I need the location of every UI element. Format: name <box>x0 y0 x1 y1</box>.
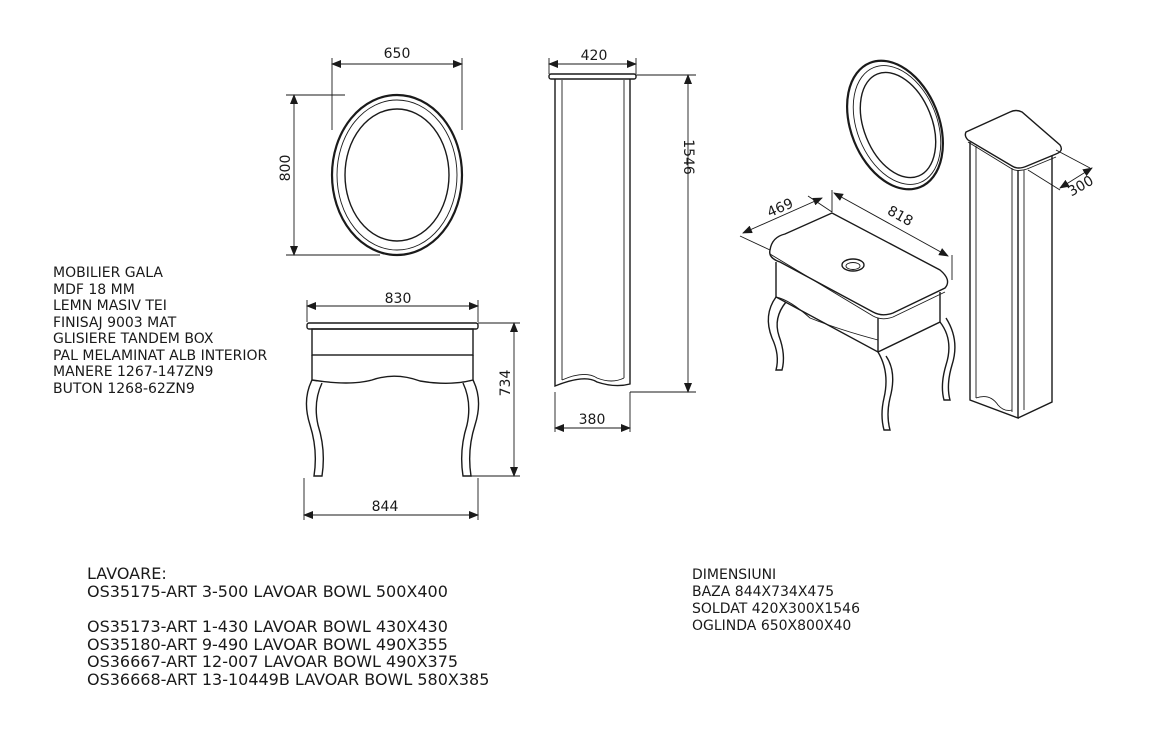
lavoare-list <box>87 565 489 688</box>
base-width-label: 844 <box>371 499 399 515</box>
base-height-label: 734 <box>498 369 514 397</box>
iso-depth-label: 469 <box>764 195 796 222</box>
mirror-isometric <box>829 46 961 203</box>
spec-line: MANERE 1267-147ZN9 <box>53 364 214 380</box>
specs-list <box>53 265 267 397</box>
iso-column-depth-label: 300 <box>1065 172 1097 201</box>
dimensiuni-item: SOLDAT 420X300X1546 <box>692 601 860 617</box>
mirror-front-view <box>278 46 462 255</box>
mirror-width-label: 650 <box>383 46 411 62</box>
lavoare-item: OS36668-ART 13-10449B LAVOAR BOWL 580X385 <box>87 669 490 689</box>
spec-line: LEMN MASIV TEI <box>53 298 167 314</box>
column-width-label: 420 <box>580 48 608 64</box>
mirror-height-label: 800 <box>278 154 294 182</box>
dimensiuni-list <box>692 567 860 635</box>
spec-line: MOBILIER GALA <box>53 265 163 281</box>
base-front-view <box>304 291 520 520</box>
lavoare-item: OS35180-ART 9-490 LAVOAR BOWL 490X355 <box>87 634 448 654</box>
column-front-view <box>549 48 696 432</box>
column-base-width-label: 380 <box>578 412 606 428</box>
base-top-width-label: 830 <box>384 291 412 307</box>
lavoare-item: OS35175-ART 3-500 LAVOAR BOWL 500X400 <box>87 581 448 601</box>
base-isometric <box>740 190 955 430</box>
iso-width-label: 818 <box>884 203 916 230</box>
spec-line: PAL MELAMINAT ALB INTERIOR <box>53 347 268 364</box>
spec-line: BUTON 1268-62ZN9 <box>53 380 195 397</box>
lavoare-item: OS35173-ART 1-430 LAVOAR BOWL 430X430 <box>87 617 448 636</box>
column-height-label: 1546 <box>680 139 696 175</box>
spec-line: FINISAJ 9003 MAT <box>53 314 177 331</box>
spec-line: GLISIERE TANDEM BOX <box>53 331 214 347</box>
lavoare-item: OS36667-ART 12-007 LAVOAR BOWL 490X375 <box>87 652 459 671</box>
dimensiuni-item: OGLINDA 650X800X40 <box>692 618 852 634</box>
lavoare-title: LAVOARE: <box>87 564 167 583</box>
dimensiuni-item: BAZA 844X734X475 <box>692 584 835 600</box>
spec-line: MDF 18 MM <box>53 281 135 298</box>
dimensiuni-title: DIMENSIUNI <box>692 567 777 583</box>
column-isometric <box>965 111 1096 419</box>
